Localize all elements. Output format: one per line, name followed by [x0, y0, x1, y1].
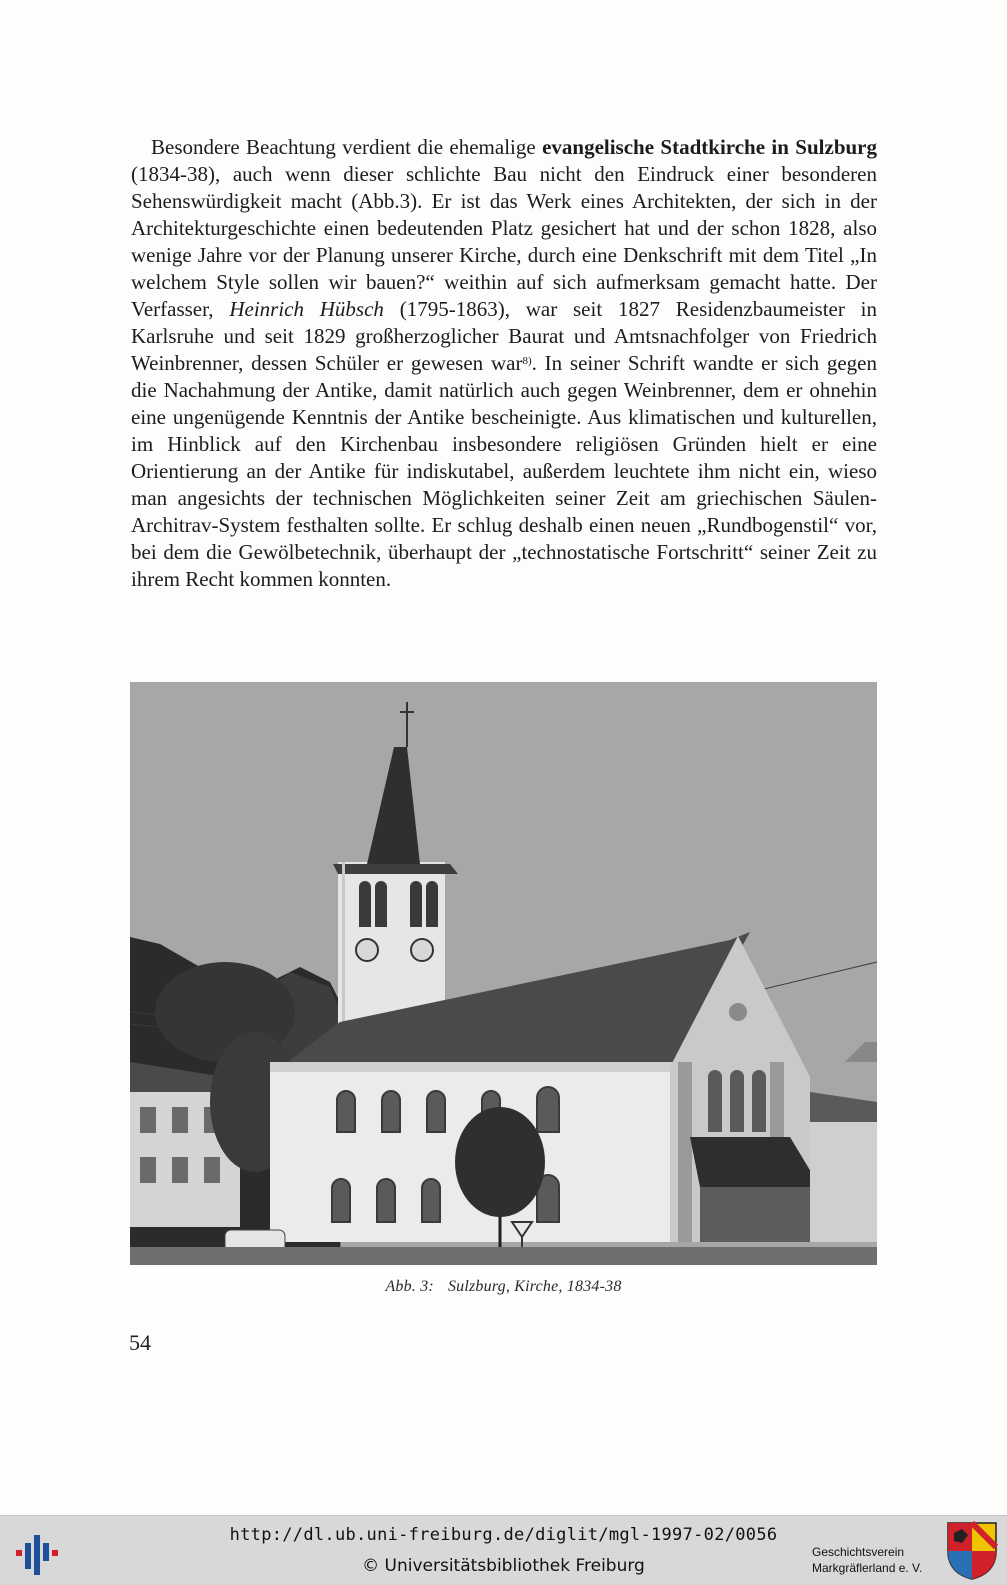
- figure-label: Abb. 3:: [385, 1278, 434, 1295]
- footnote-marker: 8): [522, 355, 532, 367]
- society-line-1: Geschichtsverein: [812, 1545, 905, 1559]
- paragraph: [131, 134, 877, 593]
- figure-caption: [0, 1278, 1007, 1296]
- body-text: [131, 134, 877, 593]
- copyright-notice: © Universitätsbibliothek Freiburg: [362, 1556, 645, 1576]
- bold-term: evangelische Stadtkirche in Sulzburg: [542, 135, 877, 159]
- footer-bar: [0, 1515, 1007, 1585]
- text-run: (1795-1863), war seit 1827 Residenzbaumeister in Karlsruhe und seit 1829 großherzoglicher Baurat und Amtsnachfolger von Friedrich Weinbrenner, dessen Schüler er gewesen war: [131, 297, 877, 375]
- society-line-2: Markgräflerland e. V.: [812, 1561, 923, 1575]
- church-photo: [130, 682, 877, 1265]
- markgraeflerland-crest-icon: [946, 1521, 998, 1581]
- italic-name: Heinrich Hübsch: [229, 297, 384, 321]
- text-run: Besondere Beachtung verdient die ehemalige: [151, 135, 543, 159]
- page-number: 54: [129, 1330, 151, 1355]
- permalink-url[interactable]: http://dl.ub.uni-freiburg.de/diglit/mgl-1997-02/0056: [229, 1525, 778, 1545]
- text-run: (1834-38), auch wenn dieser schlichte Bau nicht den Eindruck einer besonderen Sehenswürdigkeit macht (Abb.3). Er ist das Werk eines Architekten, der sich in der Architekturgeschichte einen bedeutenden Platz gesichert hat und der schon 1828, also wenige Jahre vor der Planung unserer Kirche, durch eine Denkschrift mit dem Titel „In welchem Style sollen wir bauen?“ weithin auf sich aufmerksam gemacht hatte. Der Verfasser,: [131, 162, 877, 321]
- figure-caption-text: Sulzburg, Kirche, 1834-38: [447, 1278, 622, 1295]
- society-name: [812, 1544, 922, 1576]
- text-run: . In seiner Schrift wandte er sich gegen die Nachahmung der Antike, damit natürlich auch gegen Weinbrenner, dem er ohnehin eine ungenügende Kenntnis der Antike bescheinigte. Aus klimatischen und kulturellen, im Hinblick auf den Kirchenbau insbesondere religiösen Gründen hielt er eine Orientierung an der Antike für indiskutabel, außerdem leuchtete ihm nicht ein, wieso man angesichts der technischen Möglichkeiten seiner Zeit am griechischen Säulen-Architrav-System festhalten sollte. Er schlug deshalb einen neuen „Rundbogenstil“ vor, bei dem die Gewölbetechnik, überhaupt der „technostatische Fortschritt“ seiner Zeit zu ihrem Recht kommen konnten.: [131, 351, 877, 591]
